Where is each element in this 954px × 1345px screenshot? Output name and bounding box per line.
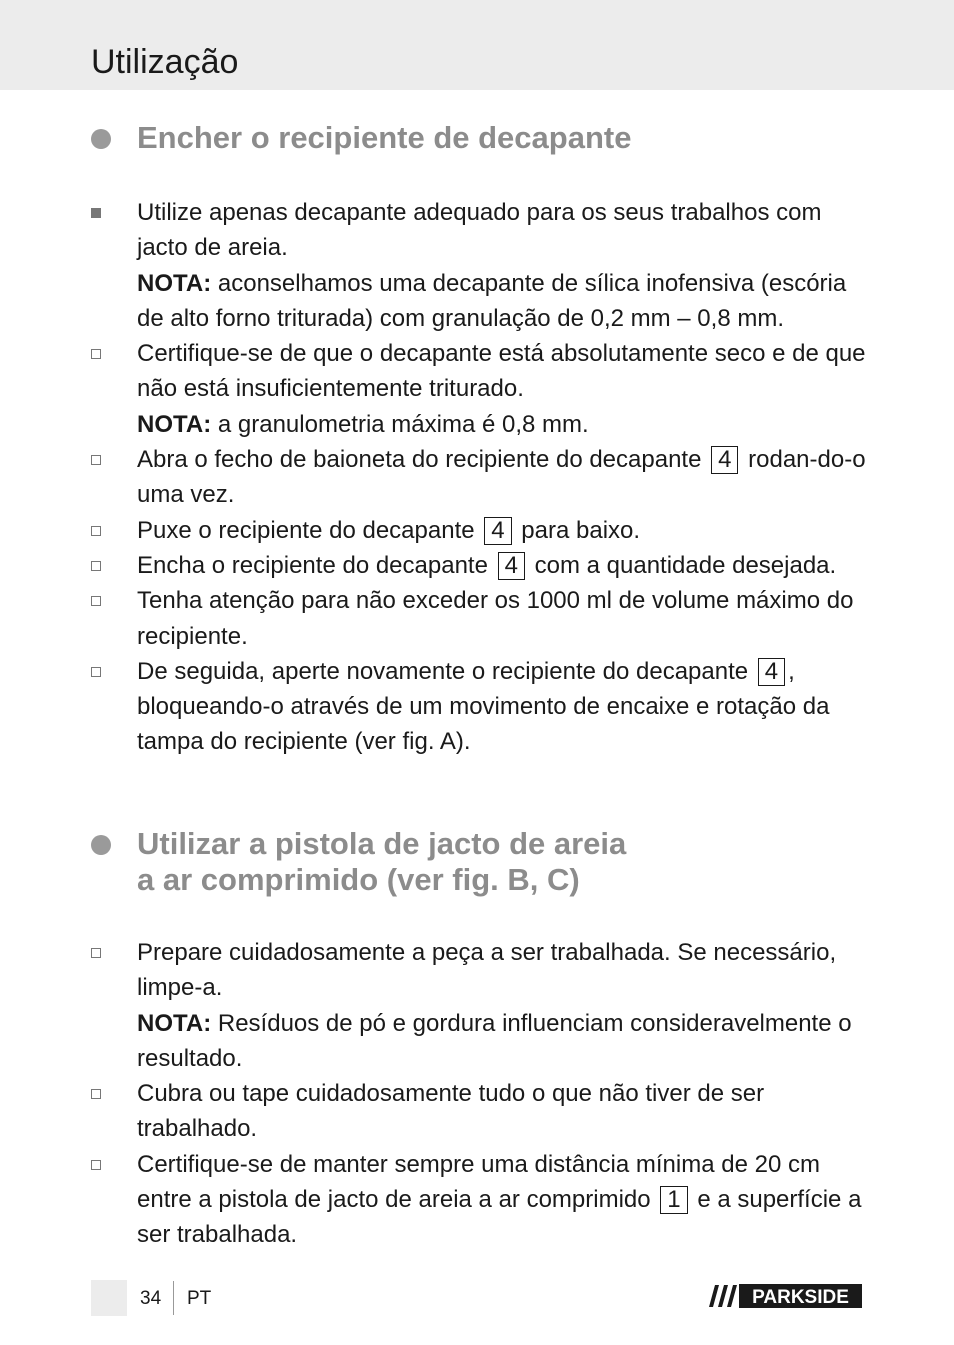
use-gun-steps — [91, 935, 871, 1253]
checkbox-bullet-icon — [91, 349, 101, 359]
part-reference: 4 — [711, 446, 738, 474]
part-reference: 4 — [758, 658, 785, 686]
section-title: Encher o recipiente de decapante — [137, 120, 632, 155]
list-item: De seguida, aperte novamente o recipiente do decapante 4 , bloqueando-o através de um movimento de encaixe e rotação da tampa do recipiente (ver fig. A). — [91, 654, 871, 760]
note-label: NOTA: — [137, 269, 212, 297]
logo-wordmark: PARKSIDE — [752, 1287, 849, 1308]
list-item: Utilize apenas decapante adequado para os seus trabalhos com jacto de areia. NOTA: aconselhamos uma decapante de sílica inofensiva (escória de alto forno triturada) com granulação de 0,2 mm – 0,8 mm. — [91, 195, 871, 336]
part-reference: 4 — [498, 552, 525, 580]
list-item: Certifique-se de que o decapante está absolutamente seco e de que não está insuficientemente triturado. NOTA: a granulometria máxima é 0,8 mm. — [91, 336, 871, 442]
checkbox-bullet-icon — [91, 596, 101, 606]
checkbox-bullet-icon — [91, 526, 101, 536]
checkbox-bullet-icon — [91, 561, 101, 571]
language-code: PT — [187, 1288, 212, 1309]
section-bullet-icon — [91, 129, 111, 149]
checkbox-bullet-icon — [91, 948, 101, 958]
section-title-line1: Utilizar a pistola de jacto de areia — [137, 826, 627, 861]
section-heading-use-gun — [91, 826, 626, 898]
list-item: Certifique-se de manter sempre uma distância mínima de 20 cm entre a pistola de jacto de areia a ar comprimido 1 e a superfície a ser trabalhada. — [91, 1147, 871, 1253]
part-reference: 1 — [660, 1186, 687, 1214]
page-title: Utilização — [91, 43, 239, 81]
list-item: Encha o recipiente do decapante 4 com a quantidade desejada. — [91, 548, 871, 583]
list-item: Abra o fecho de baioneta do recipiente do decapante 4 rodan-do-o uma vez. — [91, 442, 871, 513]
part-reference: 4 — [484, 517, 511, 545]
section-bullet-icon — [91, 835, 111, 855]
section-title-line2: a ar comprimido (ver fig. B, C) — [137, 862, 580, 897]
checkbox-bullet-icon — [91, 455, 101, 465]
footer-marker — [91, 1280, 127, 1316]
note-label: NOTA: — [137, 1009, 212, 1037]
page-header — [0, 0, 954, 90]
list-item: Prepare cuidadosamente a peça a ser trabalhada. Se necessário, limpe-a. NOTA: Resíduos de pó e gordura influenciam consideravelmente o resultado. — [91, 935, 871, 1076]
note-label: NOTA: — [137, 410, 212, 438]
checkbox-bullet-icon — [91, 1160, 101, 1170]
list-item: Puxe o recipiente do decapante 4 para baixo. — [91, 513, 871, 548]
parkside-logo — [705, 1283, 863, 1309]
list-item: Cubra ou tape cuidadosamente tudo o que não tiver de ser trabalhado. — [91, 1076, 871, 1147]
page-number: 34 — [140, 1288, 162, 1309]
list-item: Tenha atenção para não exceder os 1000 ml de volume máximo do recipiente. — [91, 583, 871, 654]
fill-container-steps — [91, 195, 871, 760]
checkbox-bullet-icon — [91, 1089, 101, 1099]
section-heading-fill-container — [91, 120, 631, 156]
checkbox-bullet-icon — [91, 667, 101, 677]
footer-divider — [173, 1281, 174, 1315]
square-bullet-icon — [91, 208, 101, 218]
